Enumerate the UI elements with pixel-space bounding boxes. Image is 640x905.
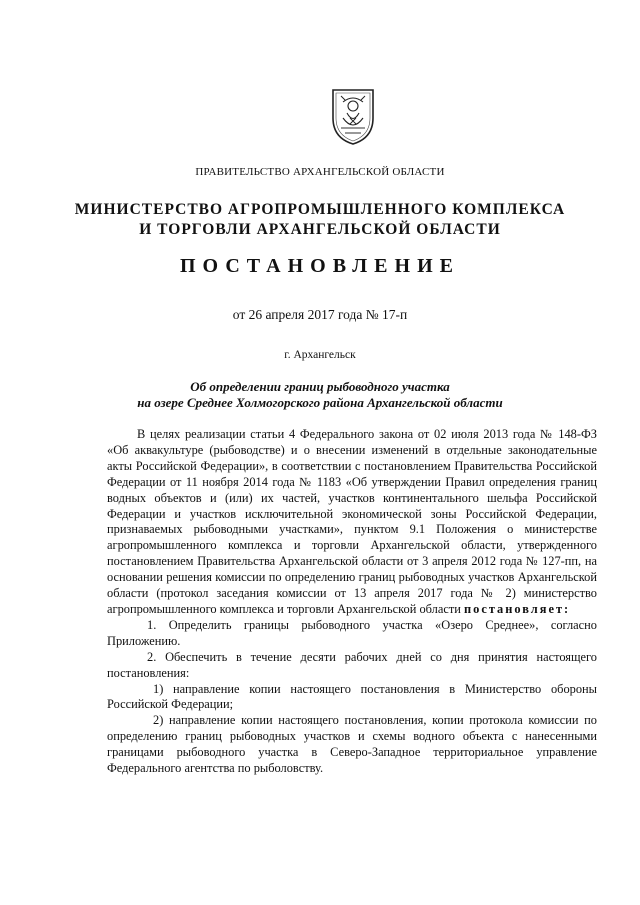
document-city: г. Архангельск [284, 349, 356, 361]
document-subject [0, 379, 640, 411]
item-2-2: 2) направление копии настоящего постановления, копии протокола комиссии по определению границ рыбоводных участков и схемы водного объекта с нанесенными границами рыбоводного участка в Северо-Западное территориальное управление Федерального агентства по рыболовству. [107, 713, 597, 776]
item-1: 1. Определить границы рыбоводного участка «Озеро Среднее», согласно Приложению. [107, 617, 597, 648]
subject-line-1: Об определении границ рыбоводного участка [190, 379, 450, 394]
item-2: 2. Обеспечить в течение десяти рабочих дней со дня принятия настоящего постановления: [107, 649, 597, 680]
coat-of-arms-icon [331, 88, 375, 146]
document-body [107, 427, 597, 777]
decree-word: постановляет: [463, 601, 571, 616]
ministry-title-line-1: МИНИСТЕРСТВО АГРОПРОМЫШЛЕННОГО КОМПЛЕКСА [74, 201, 566, 218]
document-date: от 26 апреля 2017 года № 17-п [232, 307, 408, 322]
item-2-1: 1) направление копии настоящего постановления в Министерство обороны Российской Федерации; [107, 681, 597, 712]
subject-line-2: на озере Среднее Холмогорского района Архангельской области [137, 395, 503, 410]
preamble-text: В целях реализации статьи 4 Федерального закона от 02 июля 2013 года № 148-ФЗ «Об аквакультуре (рыбоводстве) и о внесении изменений в отдельные законодательные акты Российской Федерации», в соответствии с постановлением Правительства Российской Федерации от 11 ноября 2014 года № 1183 «Об утверждении Правил определения границ водных объектов и (или) их частей, участков континентального шельфа Российской Федерации и участков исключительной экономической зоны Российской Федерации, признаваемых рыбоводными участками», пунктом 9.1 Положения о министерстве агропромышленного комплекса и торговли Архангельской области, утвержденного постановлением Правительства Архангельской области от 3 апреля 2012 года № 127-пп, на основании решения комиссии по определению границ рыбоводных участков Архангельской области (протокол заседания комиссии от 13 апреля 2017 года № 2) министерство агропромышленного комплекса и торговли Архангельской области [107, 427, 597, 616]
document-type: ПОСТАНОВЛЕНИЕ [180, 255, 460, 277]
government-title: ПРАВИТЕЛЬСТВО АРХАНГЕЛЬСКОЙ ОБЛАСТИ [195, 166, 445, 178]
ministry-title-line-2: И ТОРГОВЛИ АРХАНГЕЛЬСКОЙ ОБЛАСТИ [139, 221, 501, 238]
preamble-paragraph [107, 427, 597, 618]
ministry-title [0, 200, 640, 240]
